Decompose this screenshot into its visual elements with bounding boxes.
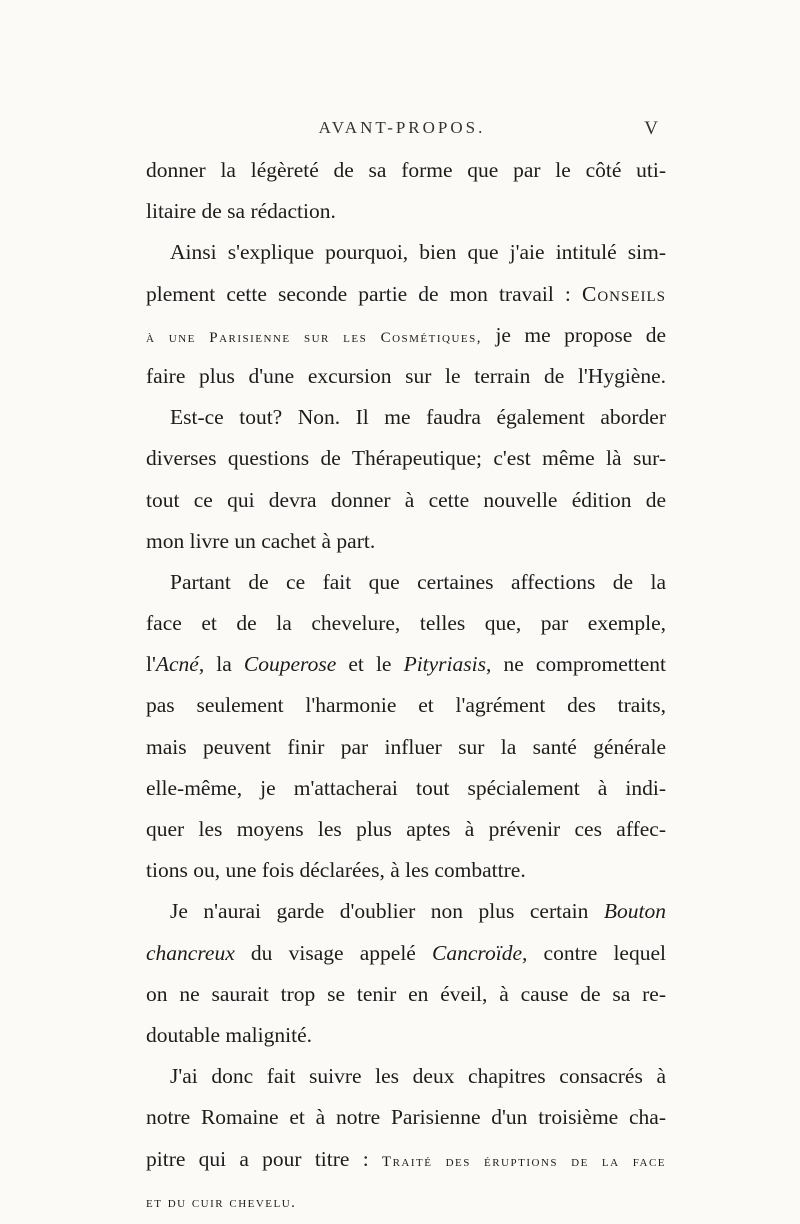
text-span: on ne saurait trop se tenir en éveil, à cause de sa re- xyxy=(146,981,666,1006)
text-line xyxy=(146,397,666,438)
small-caps-title: Conseils xyxy=(581,281,666,306)
text-span: litaire de sa rédaction. xyxy=(146,199,336,224)
text-line xyxy=(146,315,666,356)
text-span: je me propose de xyxy=(482,322,666,347)
text-line xyxy=(146,274,666,315)
text-span: Partant de ce fait que certaines affections de la xyxy=(170,569,666,594)
text-line xyxy=(146,150,666,191)
text-line xyxy=(146,521,666,562)
italic-term: Acné xyxy=(155,652,199,677)
italic-term: Cancroïde, xyxy=(432,940,528,965)
text-span: Je n'aurai garde d'oublier non plus certain xyxy=(170,899,604,924)
text-line xyxy=(146,1139,666,1180)
italic-term: Couperose xyxy=(243,652,337,677)
text-line xyxy=(146,809,666,850)
text-span: l' xyxy=(146,652,156,677)
text-line xyxy=(146,480,666,521)
text-line xyxy=(146,191,666,232)
text-span: donner la légèreté de sa forme que par le côté uti- xyxy=(146,158,666,182)
text-span: plement cette seconde partie de mon travail : xyxy=(146,281,582,306)
text-span: mais peuvent finir par influer sur la santé générale xyxy=(146,734,666,759)
text-line xyxy=(146,727,666,768)
text-line xyxy=(146,1056,666,1097)
text-span: notre Romaine et à notre Parisienne d'un troisième cha- xyxy=(146,1105,666,1130)
text-line xyxy=(146,562,666,603)
text-line xyxy=(146,850,666,891)
text-span: doutable malignité. xyxy=(146,1022,312,1047)
body-text xyxy=(146,150,666,1221)
text-span: du visage appelé xyxy=(234,940,433,965)
text-line xyxy=(146,644,666,685)
italic-term: chancreux xyxy=(146,940,235,965)
text-line xyxy=(146,974,666,1015)
text-span: tions ou, une fois déclarées, à les combattre. xyxy=(146,858,526,883)
text-line xyxy=(146,933,666,974)
text-line xyxy=(146,685,666,726)
text-line xyxy=(146,891,666,932)
small-caps-title: Traité des éruptions de la face xyxy=(381,1153,666,1170)
text-line xyxy=(146,603,666,644)
small-caps-title: et du cuir chevelu. xyxy=(146,1194,297,1211)
text-span: faire plus d'une excursion sur le terrain de l'Hygiène. xyxy=(146,363,666,388)
text-span: diverses questions de Thérapeutique; c'est même là sur- xyxy=(146,446,666,471)
text-span: pas seulement l'harmonie et l'agrément des traits, xyxy=(146,693,666,718)
text-span: contre lequel xyxy=(527,940,666,965)
text-line xyxy=(146,232,666,273)
text-span: , ne compromettent xyxy=(485,652,666,677)
text-span: Ainsi s'explique pourquoi, bien que j'aie intitulé sim- xyxy=(170,240,666,265)
italic-term: Bouton xyxy=(603,899,666,924)
text-line xyxy=(146,356,666,397)
text-line xyxy=(146,1015,666,1056)
text-span: , la xyxy=(198,652,244,677)
text-span: pitre qui a pour titre : xyxy=(146,1146,382,1171)
text-span: Est-ce tout? Non. Il me faudra également aborder xyxy=(170,405,666,430)
text-span: face et de la chevelure, telles que, par exemple, xyxy=(146,611,666,636)
text-line xyxy=(146,768,666,809)
text-line xyxy=(146,1097,666,1138)
text-span: et le xyxy=(336,652,404,677)
text-span: mon livre un cachet à part. xyxy=(146,528,376,553)
text-line xyxy=(146,438,666,479)
text-span: quer les moyens les plus aptes à prévenir ces affec- xyxy=(146,817,666,841)
text-span: tout ce qui devra donner à cette nouvelle édition de xyxy=(146,487,666,512)
text-span: J'ai donc fait suivre les deux chapitres consacrés à xyxy=(170,1064,666,1089)
page-header xyxy=(146,118,658,148)
small-caps-title: à une Parisienne sur les Cosmétiques, xyxy=(146,329,482,346)
text-span: elle-même, je m'attacherai tout spécialement à indi- xyxy=(146,775,666,800)
page-number: V xyxy=(644,118,658,139)
italic-term: Pityriasis xyxy=(403,652,486,677)
text-line xyxy=(146,1180,666,1221)
running-head: AVANT-PROPOS. xyxy=(318,118,486,137)
